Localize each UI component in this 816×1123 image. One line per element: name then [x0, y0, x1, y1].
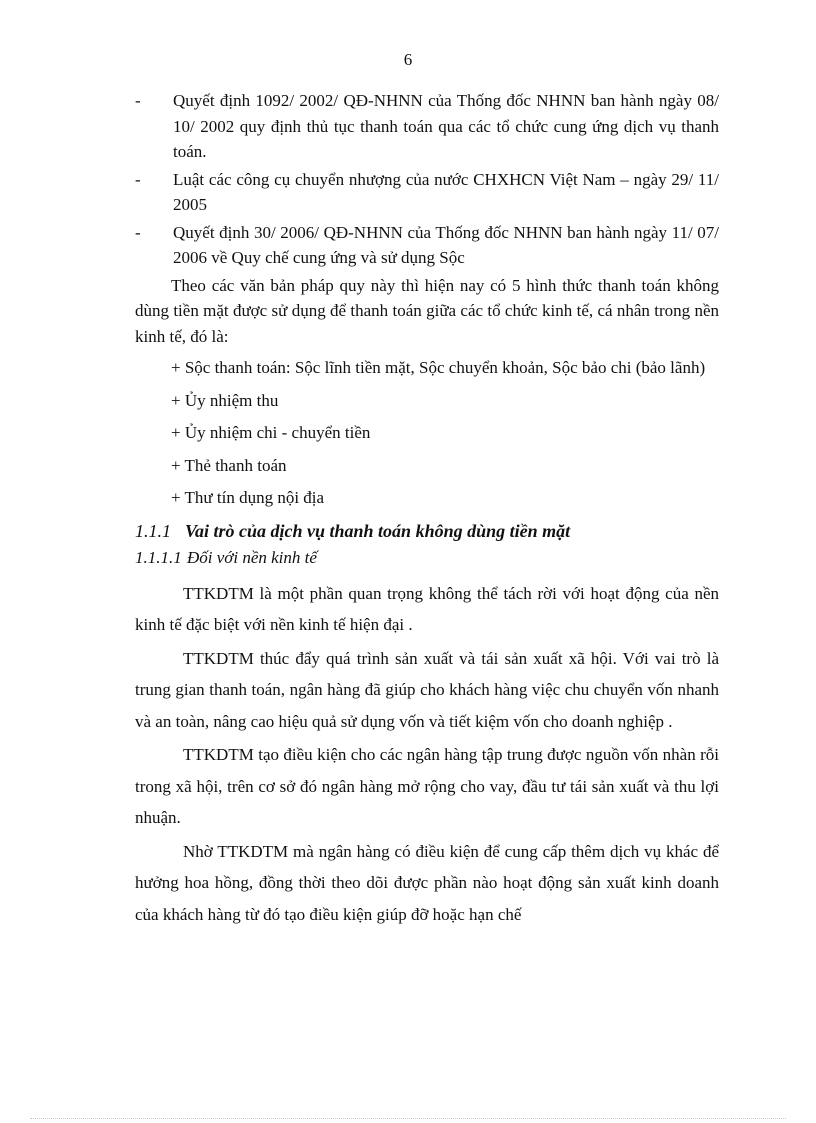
legal-bullet	[135, 167, 719, 218]
payment-form-item: + Ủy nhiệm chi - chuyển tiền	[171, 423, 371, 442]
legal-bullet	[135, 220, 719, 271]
page-number: 6	[403, 50, 413, 69]
section-number: 1.1.1	[135, 520, 171, 541]
bullet-dash: -	[135, 169, 141, 189]
section-heading	[135, 521, 719, 542]
bullet-dash: -	[135, 91, 141, 110]
subsection-heading	[135, 548, 719, 568]
bullet-text: Quyết định 30/ 2006/ QĐ-NHNN của Thống đốc NHNN ban hành ngày 11/ 07/ 2006 về Quy chế cung ứng và sử dụng Sộc	[173, 222, 719, 267]
bullet-text: Quyết định 1092/ 2002/ QĐ-NHNN của Thống đốc NHNN ban hành ngày 08/ 10/ 2002 quy định thủ tục thanh toán qua các tổ chức cung ứng dịch vụ thanh toán.	[173, 91, 719, 161]
payment-form-item: + Thẻ thanh toán	[171, 455, 287, 475]
intro-paragraph: Theo các văn bản pháp quy này thì hiện nay có 5 hình thức thanh toán không dùng tiền mặt được sử dụng để thanh toán giữa các tổ chức kinh tế, cá nhân trong nền kinh tế, đó là:	[135, 275, 719, 346]
bullet-text: Luật các công cụ chuyển nhượng của nước CHXHCN Việt Nam – ngày 29/ 11/ 2005	[173, 169, 719, 214]
page-bottom-divider	[30, 1118, 786, 1119]
body-paragraph: TTKDTM thúc đẩy quá trình sản xuất và tái sản xuất xã hội. Với vai trò là trung gian thanh toán, ngân hàng đã giúp cho khách hàng việc chu chuyển vốn nhanh và an toàn, nâng cao hiệu quả sử dụng vốn và tiết kiệm vốn cho doanh nghiệp .	[135, 648, 719, 731]
payment-form-item: + Thư tín dụng nội địa	[171, 488, 325, 507]
subsection-number: 1.1.1.1	[135, 547, 182, 567]
legal-bullet	[135, 88, 719, 165]
payment-form-item: + Sộc thanh toán: Sộc lĩnh tiền mặt, Sộc chuyển khoản, Sộc bảo chi (bảo lãnh)	[171, 358, 706, 377]
document-body	[135, 88, 719, 932]
subsection-title: Đối với nền kinh tế	[187, 547, 317, 567]
section-title: Vai trò của dịch vụ thanh toán không dùng tiền mặt	[185, 520, 571, 541]
body-paragraph: TTKDTM tạo điều kiện cho các ngân hàng tập trung được nguồn vốn nhàn rỗi trong xã hội, trên cơ sở đó ngân hàng mở rộng cho vay, đầu tư tái sản xuất và thu lợi nhuận.	[135, 745, 719, 827]
payment-form-item: + Ủy nhiệm thu	[171, 390, 279, 410]
body-paragraph: Nhờ TTKDTM mà ngân hàng có điều kiện để cung cấp thêm dịch vụ khác để hưởng hoa hồng, đồng thời theo dõi được phần nào hoạt động sản xuất kinh doanh của khách hàng từ đó tạo điều kiện giúp đỡ hoặc hạn chế	[135, 841, 719, 924]
body-paragraph: TTKDTM là một phần quan trọng không thể tách rời với hoạt động của nền kinh tế đặc biệt với nền kinh tế hiện đại .	[135, 583, 719, 634]
bullet-dash: -	[135, 222, 141, 242]
